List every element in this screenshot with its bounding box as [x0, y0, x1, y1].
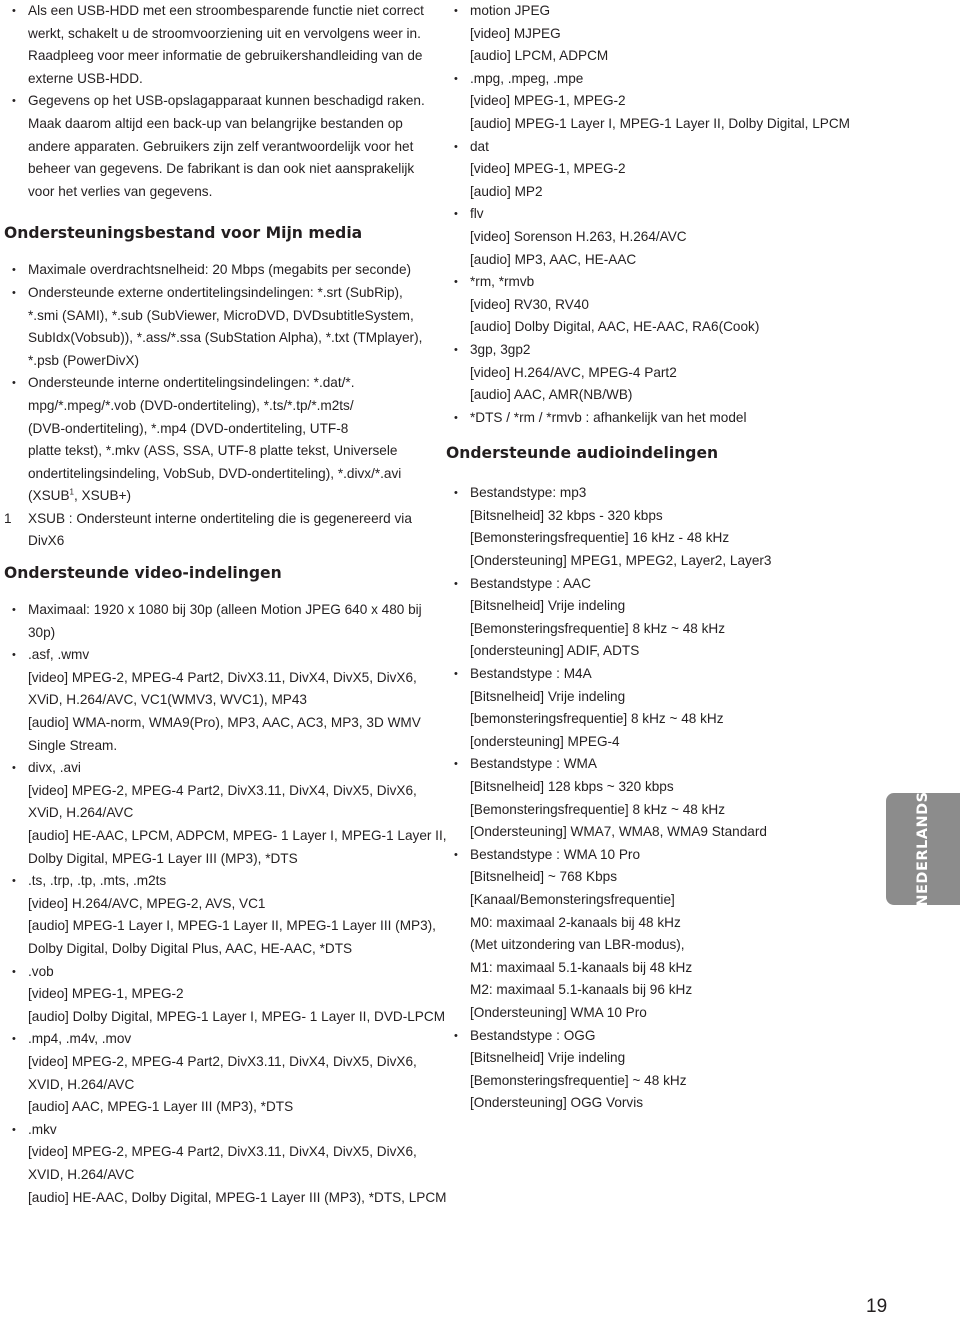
list-item-line: • .mkv [28, 1121, 57, 1137]
intro-list [4, 0, 425, 203]
list-item [446, 407, 836, 430]
list-item-line: [video] MPEG-2, MPEG-4 Part2, DivX3.11, DivX4, DivX5, DivX6, [28, 669, 417, 685]
list-item [4, 870, 436, 960]
list-item [4, 0, 424, 90]
list-item-line: SubIdx(Vobsub)), *.ass/*.ssa (SubStation Alpha), *.txt (TMplayer), [28, 330, 423, 346]
list-item-line: [audio] Dolby Digital, MPEG-1 Layer I, MPEG- 1 Layer II, DVD-LPCM [28, 1008, 446, 1024]
list-item-line: [Bitsnelheid] ~ 768 Kbps [470, 869, 617, 885]
list-item [446, 663, 836, 753]
list-item [446, 136, 836, 204]
xsub-prefix: (XSUB [28, 488, 70, 504]
list-item-line: • Gegevens op het USB-opslagapparaat kunnen beschadigd raken. [28, 93, 425, 109]
list-item-line: M1: maximaal 5.1-kanaals bij 48 kHz [470, 959, 693, 975]
list-item-line: [Kanaal/Bemonsteringsfrequentie] [470, 891, 675, 907]
list-item-line: • Bestandstype : M4A [470, 666, 592, 682]
list-item [4, 644, 421, 757]
list-item [4, 282, 423, 372]
list-item [446, 339, 836, 407]
list-item-line: [video] MJPEG [470, 25, 561, 41]
xsub-line [4, 485, 414, 508]
list-item-line: werkt, schakelt u de stroomvoorziening uit en vervolgens weer in. [28, 25, 421, 41]
list-item-line: (DVB-ondertiteling), *.mp4 (DVD-ondertiteling, UTF-8 [28, 420, 349, 436]
list-item [4, 757, 447, 870]
list-item-line: [Bemonsteringsfrequentie] ~ 48 kHz [470, 1072, 687, 1088]
list-item [4, 599, 422, 644]
list-item-line: Dolby Digital, Dolby Digital Plus, AAC, HE-AAC, *DTS [28, 940, 353, 956]
list-item-line: [video] MPEG-1, MPEG-2 [28, 986, 184, 1002]
video-heading: Ondersteunde video-indelingen [4, 564, 282, 583]
list-item [4, 90, 425, 203]
list-item-line: [video] H.264/AVC, MPEG-4 Part2 [470, 364, 677, 380]
list-item-line: [video] MPEG-2, MPEG-4 Part2, DivX3.11, DivX4, DivX5, DivX6, [28, 1144, 417, 1160]
list-item-line: [audio] WMA-norm, WMA9(Pro), MP3, AAC, AC3, MP3, 3D WMV [28, 715, 421, 731]
list-item-line: • *DTS / *rm / *rmvb : afhankelijk van het model [470, 409, 747, 425]
list-item-line: • Bestandstype : WMA [470, 756, 597, 772]
list-item [4, 961, 446, 1029]
list-item [446, 573, 836, 663]
list-item-line: • 3gp, 3gp2 [470, 341, 531, 357]
list-item-line: • flv [470, 206, 484, 222]
list-item-line: [Bitsnelheid] Vrije indeling [470, 1050, 626, 1066]
list-item-line: • .vob [28, 963, 54, 979]
list-item-line: [video] RV30, RV40 [470, 296, 589, 312]
list-item-line: [Bemonsteringsfrequentie] 8 kHz ~ 48 kHz [470, 620, 726, 636]
xsub-suffix: , XSUB+) [74, 488, 132, 504]
list-item [4, 259, 414, 282]
list-item-line: [Bitsnelheid] 32 kbps - 320 kbps [470, 507, 663, 523]
list-item-line: • Bestandstype : AAC [470, 575, 591, 591]
list-item-line: [video] MPEG-1, MPEG-2 [470, 161, 626, 177]
list-item-line: • Ondersteunde interne ondertitelingsindelingen: *.dat/*. [28, 375, 355, 391]
list-item-line: [audio] MPEG-1 Layer I, MPEG-1 Layer II, MPEG-1 Layer III (MP3), [28, 918, 436, 934]
list-item [446, 1025, 836, 1115]
list-item-line: [video] MPEG-2, MPEG-4 Part2, DivX3.11, DivX4, DivX5, DivX6, [28, 782, 417, 798]
list-item-line: • .mpg, .mpeg, .mpe [470, 70, 584, 86]
list-item-line: • Bestandstype : WMA 10 Pro [470, 846, 641, 862]
list-item-line: • Ondersteunde externe ondertitelingsindelingen: *.srt (SubRip), [28, 284, 403, 300]
list-item-line: • .ts, .trp, .tp, .mts, .m2ts [28, 873, 167, 889]
list-item [4, 1028, 417, 1118]
list-item-line: *.psb (PowerDivX) [28, 352, 140, 368]
list-item-line: [audio] LPCM, ADPCM [470, 48, 609, 64]
list-item-line: [audio] HE-AAC, LPCM, ADPCM, MPEG- 1 Layer I, MPEG-1 Layer II, [28, 828, 447, 843]
list-item-line: [Bitsnelheid] 128 kbps ~ 320 kbps [470, 779, 674, 794]
list-item-line: XVID, H.264/AVC [28, 1166, 135, 1182]
list-item-line: [Bemonsteringsfrequentie] 16 kHz - 48 kHz [470, 530, 730, 546]
list-item-line: [audio] MP3, AAC, HE-AAC [470, 251, 637, 267]
footnote-line: DivX6 [28, 533, 65, 549]
list-item-line: Dolby Digital, MPEG-1 Layer III (MP3), *DTS [28, 850, 298, 866]
list-item-line: [bemonsteringsfrequentie] 8 kHz ~ 48 kHz [470, 711, 724, 727]
list-item [446, 68, 851, 136]
list-item-line: mpg/*.mpeg/*.vob (DVD-ondertiteling), *.ts/*.tp/*.m2ts/ [28, 397, 354, 413]
list-item-line: [Bemonsteringsfrequentie] 8 kHz ~ 48 kHz [470, 801, 726, 817]
list-item-line: ondertitelingsindeling, VobSub, DVD-ondertiteling), *.divx/*.avi [28, 465, 402, 481]
footnote-number: 1 [4, 510, 12, 526]
list-item-line: [audio] AAC, MPEG-1 Layer III (MP3), *DTS [28, 1099, 294, 1115]
list-item-line: • Als een USB-HDD met een stroombesparende functie niet correct [28, 3, 424, 18]
list-item-line: [Ondersteuning] WMA 10 Pro [470, 1004, 647, 1020]
side-tab-label: NEDERLANDS [915, 791, 931, 907]
list-item-line: [audio] MPEG-1 Layer I, MPEG-1 Layer II, Dolby Digital, LPCM [470, 115, 851, 131]
left-column [4, 0, 447, 1209]
video-format-list [4, 599, 447, 1209]
list-item-line: XViD, H.264/AVC [28, 805, 134, 821]
support-heading: Ondersteuningsbestand voor Mijn media [4, 224, 363, 243]
xsub-footnote-marker: 1 [69, 487, 74, 497]
list-item-line: 30p) [28, 624, 56, 640]
list-item [446, 0, 836, 68]
language-side-tab [886, 793, 960, 905]
list-item [446, 753, 836, 843]
list-item-line: Raadpleeg voor meer informatie de gebruikershandleiding van de [28, 48, 423, 64]
list-item-line: • *rm, *rmvb [470, 274, 535, 290]
list-item-line: Single Stream. [28, 737, 118, 753]
list-item-line: [audio] MP2 [470, 183, 543, 199]
list-item-line: • .asf, .wmv [28, 647, 90, 663]
audio-heading: Ondersteunde audioindelingen [446, 444, 719, 463]
footnote-line: XSUB : Ondersteunt interne ondertiteling die is gegenereerd via [28, 510, 412, 526]
list-item-line: [video] MPEG-1, MPEG-2 [470, 93, 626, 109]
list-item [446, 203, 836, 271]
list-item-line: andere apparaten. Gebruikers zijn zelf verantwoordelijk voor het [28, 138, 414, 154]
list-item-line: • Maximaal: 1920 x 1080 bij 30p (alleen Motion JPEG 640 x 480 bij [28, 602, 422, 618]
list-item-line: [video] H.264/AVC, MPEG-2, AVS, VC1 [28, 895, 266, 911]
footnote [4, 508, 414, 553]
list-item [4, 372, 414, 485]
list-item-line: [ondersteuning] MPEG-4 [470, 733, 620, 749]
list-item-line: [Ondersteuning] WMA7, WMA8, WMA9 Standard [470, 824, 767, 840]
list-item-line: Maak daarom altijd een back-up van belangrijke bestanden op [28, 115, 403, 131]
page-number: 19 [866, 1296, 888, 1317]
list-item [4, 1119, 447, 1209]
list-item-line: platte tekst), *.mkv (ASS, SSA, UTF-8 platte tekst, Universele [28, 443, 398, 459]
audio-format-list [446, 482, 836, 1115]
list-item-line: *.smi (SAMI), *.sub (SubViewer, MicroDVD, DVDsubtitleSystem, [28, 307, 414, 323]
list-item-line: XViD, H.264/AVC, VC1(WMV3, WVC1), MP43 [28, 692, 307, 708]
list-item-line: • dat [470, 138, 489, 154]
support-list [4, 259, 423, 485]
list-item-line: [video] Sorenson H.263, H.264/AVC [470, 228, 687, 244]
list-item-line: XVID, H.264/AVC [28, 1076, 135, 1092]
list-item-line: [Bitsnelheid] Vrije indeling [470, 688, 626, 704]
list-item-line: • divx, .avi [28, 760, 81, 776]
list-item-line: [Ondersteuning] OGG Vorvis [470, 1095, 644, 1111]
list-item-line: M0: maximaal 2-kanaals bij 48 kHz [470, 914, 681, 930]
list-item-line: [audio] Dolby Digital, AAC, HE-AAC, RA6(Cook) [470, 319, 760, 335]
list-item-line: [ondersteuning] ADIF, ADTS [470, 643, 640, 659]
list-item [446, 482, 836, 572]
list-item [446, 844, 836, 1025]
list-item-line: • Bestandstype : OGG [470, 1027, 596, 1043]
list-item-line: • motion JPEG [470, 3, 551, 18]
list-item-line: • .mp4, .m4v, .mov [28, 1031, 132, 1047]
list-item-line: M2: maximaal 5.1-kanaals bij 96 kHz [470, 982, 693, 998]
list-item-line: [audio] HE-AAC, Dolby Digital, MPEG-1 Layer III (MP3), *DTS, LPCM [28, 1189, 447, 1205]
list-item-line: voor het verlies van gegevens. [28, 183, 213, 199]
list-item-line: [Bitsnelheid] Vrije indeling [470, 598, 626, 614]
list-item-line: • Maximale overdrachtsnelheid: 20 Mbps (megabits per seconde) [28, 262, 412, 278]
list-item [446, 271, 836, 339]
list-item-line: externe USB-HDD. [28, 70, 143, 86]
list-item-line: • Bestandstype: mp3 [470, 485, 587, 501]
list-item-line: [audio] AAC, AMR(NB/WB) [470, 387, 633, 403]
video-format-list-continued [446, 0, 851, 429]
list-item-line: [Ondersteuning] MPEG1, MPEG2, Layer2, Layer3 [470, 553, 772, 569]
list-item-line: (Met uitzondering van LBR-modus), [470, 937, 685, 953]
list-item-line: [video] MPEG-2, MPEG-4 Part2, DivX3.11, DivX4, DivX5, DivX6, [28, 1053, 417, 1069]
list-item-line: beheer van gegevens. De fabrikant is dan ook niet aansprakelijk [28, 161, 415, 177]
right-column [446, 0, 851, 1115]
